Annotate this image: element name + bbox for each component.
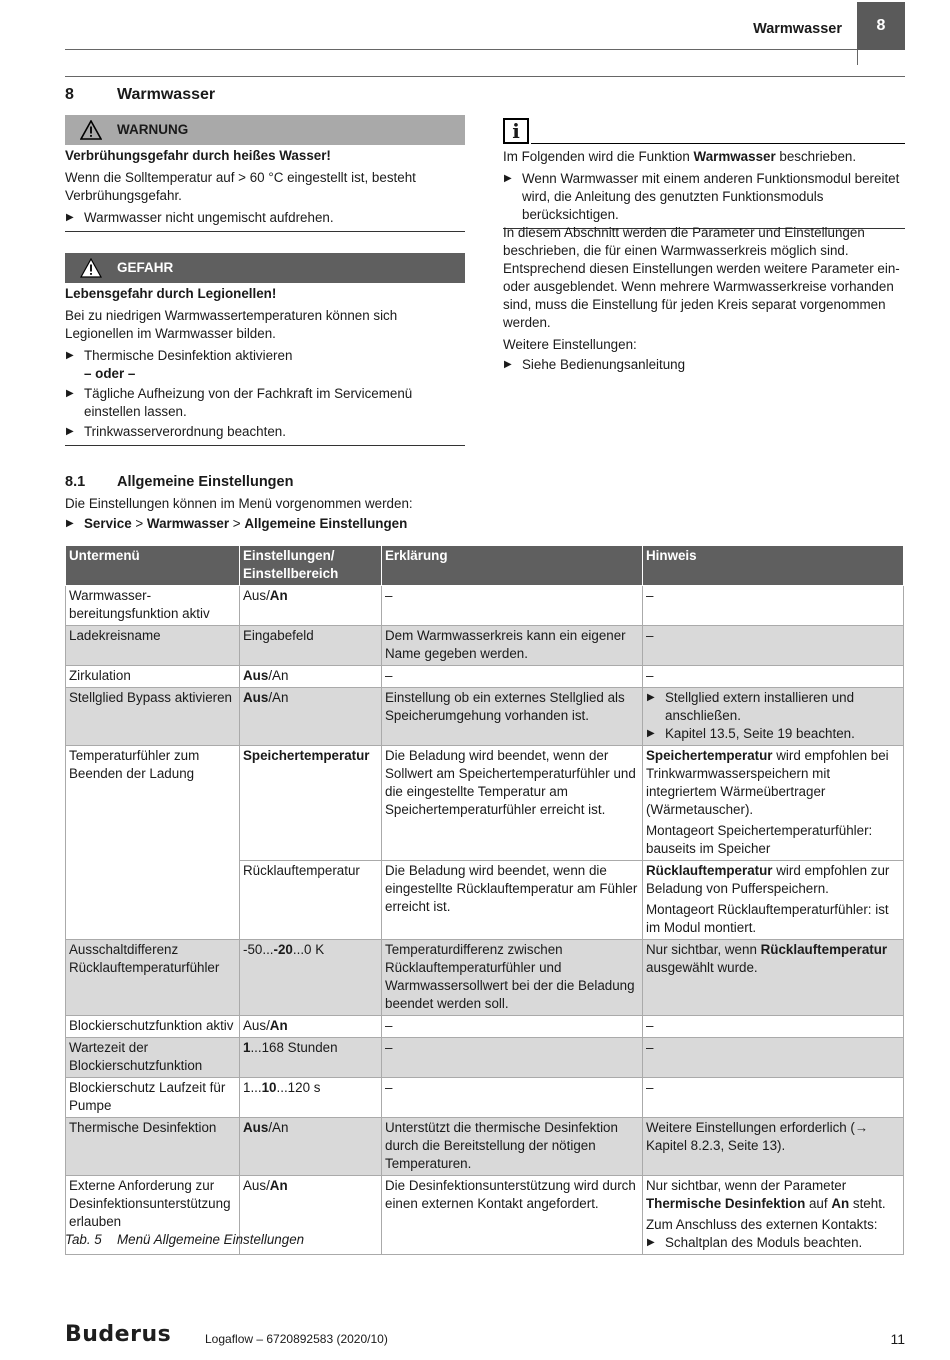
hint-bold: Speichertemperatur [646,748,773,763]
header-section-title: Warmwasser [753,21,842,37]
cell-menu: Blockierschutzfunktion aktiv [66,1016,240,1038]
cell-menu: Zirkulation [66,666,240,688]
menu-path-sep-1: > [131,516,147,531]
hint-text-2: Zum Anschluss des externen Kontakts: [646,1217,878,1232]
hint-text-2: Montageort Speichertemperaturfühler: bauseits im Speicher [646,823,873,856]
warning-bar [65,115,465,145]
cell-hint [643,940,904,1016]
cell-setting-default: Aus [243,1120,269,1135]
caption-text: Menü Allgemeine Einstellungen [117,1232,305,1247]
cell-hint: – [643,666,904,688]
cell-setting [240,1016,382,1038]
danger-bullet-2: ▶ Tägliche Aufheizung von der Fachkraft im Servicemenü einstellen lassen. [65,385,465,421]
th-untermenue: Untermenü [66,546,240,586]
table-row [66,586,904,626]
cell-setting-default: 10 [261,1080,277,1095]
cell-explanation: Die Desinfektionsunterstützung wird durch einen externen Kontakt angefordert. [382,1176,643,1255]
table-row [66,1118,904,1176]
cell-hint [643,861,904,940]
cell-explanation: – [382,666,643,688]
hint-part: ausgewählt wurde. [646,960,758,975]
cell-hint: – [643,1016,904,1038]
header-rule-lower [65,76,905,77]
th-hinweis: Hinweis [643,546,904,586]
table-row [66,1078,904,1118]
danger-bullet-1: ▶ Thermische Desinfektion aktivieren [65,347,465,365]
table-row [66,746,904,861]
info-block [503,115,905,229]
cell-hint [643,688,904,746]
hint-bold: Rücklauftemperatur [760,942,888,957]
cell-setting [240,1118,382,1176]
table-row [66,626,904,666]
cell-menu: Blockierschutz Laufzeit für Pumpe [66,1078,240,1118]
cell-explanation: Temperaturdifferenz zwischen Rücklauftemperaturfühler und Warmwassersollwert bei der die Beladung beendet werden soll. [382,940,643,1016]
warning-text: Wenn die Solltemperatur auf > 60 °C eingestellt ist, besteht Verbrühungsgefahr. [65,170,416,203]
cell-explanation: Die Beladung wird beendet, wenn der Sollwert am Speichertemperaturfühler und die eingestellte Temperatur am Speichertemperaturfühler erreicht ist. [382,746,643,861]
cell-menu: Ausschaltdifferenz Rücklauftemperaturfühler [66,940,240,1016]
cell-explanation: – [382,1016,643,1038]
menu-path [65,515,950,533]
hint-part: Nur sichtbar, wenn [646,942,761,957]
warning-headline: Verbrühungsgefahr durch heißes Wasser! [65,148,331,163]
cell-setting-part: Aus/ [243,1178,270,1193]
footer-document-id: Logaflow – 6720892583 (2020/10) [205,1332,388,1346]
cell-explanation: Dem Warmwasserkreis kann ein eigener Name gegeben werden. [382,626,643,666]
hint-bold: An [831,1196,850,1211]
cell-setting-part: ...0 K [292,942,325,957]
cell-explanation: Unterstützt die thermische Desinfektion durch die Bereitstellung der nötigen Temperaturen. [382,1118,643,1176]
cell-setting [240,940,382,1016]
cell-setting: Rücklauftemperatur [240,861,382,940]
hint-bullet: ▶ Kapitel 13.5, Seite 19 beachten. [646,725,900,743]
cell-setting-default: -20 [273,942,293,957]
danger-oder: – oder – [84,366,136,381]
header-chapter-badge: 8 [857,2,905,50]
section-text: Die Einstellungen können im Menü vorgenommen werden: [65,496,413,511]
info-text-bold: Warmwasser [693,149,776,164]
table-caption [65,1231,304,1249]
info-icon: i [503,118,529,144]
cell-menu: Externe Anforderung zur Desinfektionsunterstützung erlauben [66,1176,240,1255]
cell-setting-part: ...120 s [276,1080,321,1095]
section-number: 8.1 [65,474,86,490]
settings-table [65,545,904,1255]
caption-number: Tab. 5 [65,1232,102,1247]
th-einstellungen: Einstellungen/ Einstellbereich [240,546,382,586]
table-header-row [66,546,904,586]
cell-setting-part: /An [268,1120,289,1135]
cell-setting-default: 1 [243,1040,251,1055]
hint-bullet: ▶ Stellglied extern installieren und anschließen. [646,689,900,725]
cell-hint: – [643,626,904,666]
cell-menu: Thermische Desinfektion [66,1118,240,1176]
cell-menu: Temperaturfühler zum Beenden der Ladung [66,746,240,940]
cell-menu: Warmwasser-bereitungsfunktion aktiv [66,586,240,626]
hint-bullet: ▶ Schaltplan des Moduls beachten. [646,1234,900,1252]
cell-setting-part: Aus/ [243,588,270,603]
menu-path-warmwasser: Warmwasser [146,516,230,531]
info-rule-top [531,143,905,144]
cell-setting-part: 1... [243,1080,262,1095]
cell-setting-default: Aus [243,668,269,683]
cell-hint [643,746,904,861]
cell-setting-part: ...168 Stunden [250,1040,338,1055]
cell-hint: – [643,1078,904,1118]
cell-setting [240,586,382,626]
info-header [503,115,905,144]
danger-label: GEFAHR [117,260,174,275]
cell-setting [240,1078,382,1118]
cell-setting-default: Aus [243,690,269,705]
cell-menu: Stellglied Bypass aktivieren [66,688,240,746]
hint-part: steht. [849,1196,886,1211]
info-text-pre: Im Folgenden wird die Funktion [503,149,694,164]
warning-label: WARNUNG [117,122,189,137]
info-text [503,148,905,166]
table-row [66,1016,904,1038]
danger-text: Bei zu niedrigen Warmwassertemperaturen können sich Legionellen im Warmwasser bilden. [65,308,398,341]
hint-rest: wird empfohlen zur Beladung von Pufferspeichern. [646,863,890,896]
cell-explanation: – [382,1038,643,1078]
header-rule [65,49,857,50]
hint-text [646,1177,900,1213]
info-text-post: beschrieben. [775,149,857,164]
table-row [66,666,904,688]
danger-rule [65,445,465,446]
intro-paragraph: In diesem Abschnitt werden die Parameter und Einstellungen beschrieben, die für einen Warmwasserkreis möglich sind. Entsprechend diesen Einstellungen werden weitere Parameter ein- oder ausgeblendet. Wenn mehrere Warmwasserkreise vorhanden sind, muss die Einstellung für jeden Kreis separat vorgenommen werden. [503,225,900,330]
table-row [66,1038,904,1078]
cell-menu: Ladekreisname [66,626,240,666]
cell-setting-part: /An [268,690,289,705]
menu-path-allgemein: Allgemeine Einstellungen [244,516,408,531]
cell-setting-default: An [269,1178,288,1193]
section-title: Allgemeine Einstellungen [117,474,294,490]
cell-setting [240,666,382,688]
cell-setting [240,1038,382,1078]
header-divider [857,50,858,65]
cell-setting-default: An [269,588,288,603]
cell-explanation: – [382,1078,643,1118]
table-row [66,688,904,746]
cell-hint [643,1176,904,1255]
footer-page-number: 11 [890,1331,905,1347]
table-row [66,940,904,1016]
hint-part: Nur sichtbar, wenn der Parameter [646,1178,847,1193]
chapter-number: 8 [65,86,74,103]
danger-bullet-3: ▶ Trinkwasserverordnung beachten. [65,423,465,441]
hint-rest: wird empfohlen bei Trinkwarmwasserspeichern mit integriertem Wärmeübertrager (Wärmetauscher). [646,748,889,817]
hint-text [646,747,900,819]
hint-text [646,862,900,898]
cell-setting: Speichertemperatur [240,746,382,861]
danger-headline: Lebensgefahr durch Legionellen! [65,286,277,301]
cell-setting-part: /An [268,668,289,683]
hint-text-2: Montageort Rücklauftemperaturfühler: ist im Modul montiert. [646,902,889,935]
cell-setting: Eingabefeld [240,626,382,666]
danger-triangle-icon [65,258,117,278]
intro-further-bullet: ▶ Siehe Bedienungsanleitung [503,356,905,374]
cell-setting-default: An [269,1018,288,1033]
danger-bar [65,253,465,283]
info-bullet: ▶ Wenn Warmwasser mit einem anderen Funktionsmodul bereitet wird, die Anleitung des genutzten Funktionsmoduls berücksichtigen. [503,170,905,224]
buderus-logo: Buderus [65,1322,172,1347]
hint-bold: Thermische Desinfektion [646,1196,806,1211]
warning-triangle-icon [65,120,117,140]
cell-hint: Weitere Einstellungen erforderlich (→ Kapitel 8.2.3, Seite 13). [643,1118,904,1176]
hint-part: auf [805,1196,832,1211]
intro-block [503,224,905,374]
th-erklaerung: Erklärung [382,546,643,586]
intro-further: Weitere Einstellungen: [503,337,637,352]
chapter-title: Warmwasser [117,86,216,103]
cell-explanation: Die Beladung wird beendet, wenn die eingestellte Rücklauftemperatur am Fühler erreicht ist. [382,861,643,940]
cell-setting [240,688,382,746]
danger-block [65,253,465,446]
cell-explanation: – [382,586,643,626]
cell-hint: – [643,586,904,626]
menu-path-sep-2: > [229,516,245,531]
cell-setting-part: Aus/ [243,1018,270,1033]
cell-explanation: Einstellung ob ein externes Stellglied als Speicherumgehung vorhanden ist. [382,688,643,746]
cell-menu: Wartezeit der Blockierschutzfunktion [66,1038,240,1078]
hint-bold: Rücklauftemperatur [646,863,773,878]
cell-setting-part: -50... [243,942,274,957]
warning-rule [65,231,465,232]
menu-path-service: Service [84,516,132,531]
warning-bullet: ▶ Warmwasser nicht ungemischt aufdrehen. [65,209,465,227]
cell-hint: – [643,1038,904,1078]
warning-block [65,115,465,232]
